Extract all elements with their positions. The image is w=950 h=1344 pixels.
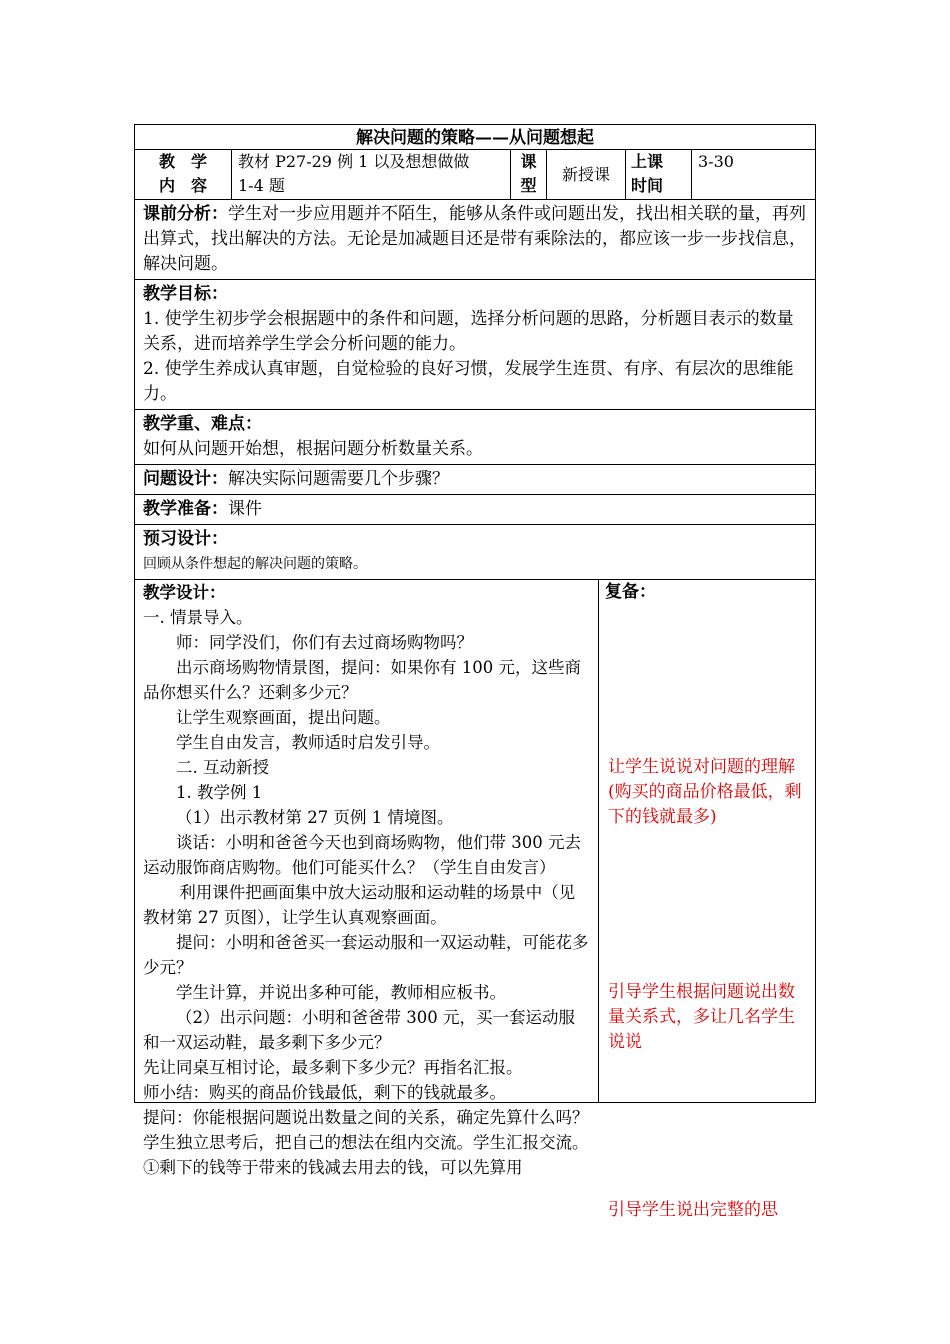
key-points <box>134 410 816 465</box>
lesson-title: 解决问题的策略——从问题想起 <box>134 124 816 150</box>
preparation-text: 课件 <box>228 499 262 519</box>
notes-column <box>599 580 815 1220</box>
design-line: （1）出示教材第 27 页例 1 情境图。 <box>176 808 454 827</box>
preview-label: 预习设计： <box>143 529 228 549</box>
design-line: 让学生观察画面，提出问题。 <box>176 708 391 727</box>
teaching-design-column <box>135 580 599 1177</box>
lesson-info-row <box>134 150 816 200</box>
note-2: 引导学生根据问题说出数量关系式，多让几名学生说说 <box>608 982 795 1052</box>
design-line: ①剩下的钱等于带来的钱减去用去的钱，可以先算用 <box>143 1158 523 1177</box>
preview-design <box>134 525 816 580</box>
design-line: 二. 互动新授 <box>176 758 269 777</box>
note-3: 引导学生说出完整的思 <box>608 1200 778 1220</box>
design-line: 学生计算，并说出多种可能，教师相应板书。 <box>176 983 506 1002</box>
teaching-goals <box>134 280 816 410</box>
question-design-text: 解决实际问题需要几个步骤？ <box>228 469 449 489</box>
preparation-label: 教学准备： <box>143 499 228 519</box>
time-value-cell: 3-30 <box>698 152 734 171</box>
design-line: 师：同学没们，你们有去过商场购物吗？ <box>176 633 473 652</box>
time-label-cell: 上课 时间 <box>626 150 692 199</box>
goal-item-1: 1. 使学生初步学会根据题中的条件和问题，选择分析问题的思路，分析题目表示的数量关系，进而培养学生学会分析问题的能力。 <box>143 309 794 354</box>
preclass-analysis <box>134 200 816 280</box>
design-line: 利用课件把画面集中放大运动服和运动鞋的场景中（见教材第 27 页图），让学生认真观察画面。 <box>143 883 576 927</box>
note-1: 让学生说说对问题的理解(购买的商品价格最低，剩下的钱就最多) <box>608 757 802 827</box>
design-line: 出示商场购物情景图，提问：如果你有 100 元，这些商品你想买什么？还剩多少元？ <box>143 658 581 702</box>
design-line: 1. 教学例 1 <box>176 783 263 802</box>
design-line: 学生自由发言，教师适时启发引导。 <box>176 733 440 752</box>
goal-item-2: 2. 使学生养成认真审题，自觉检验的良好习惯，发展学生连贯、有序、有层次的思维能力。 <box>143 359 794 404</box>
content-label-cell: 教 学 内 容 <box>135 150 232 199</box>
type-label-cell: 课 型 <box>511 150 547 199</box>
type-value-cell: 新授课 <box>547 150 626 199</box>
preview-text: 回顾从条件想起的解决问题的策略。 <box>143 556 367 572</box>
lesson-plan-table <box>134 124 816 1220</box>
preclass-label: 课前分析： <box>143 204 228 224</box>
teaching-preparation <box>134 495 816 525</box>
design-line: 谈话：小明和爸爸今天也到商场购物，他们带 300 元去运动服饰商店购物。他们可能买什么？（学生自由发言） <box>143 833 581 877</box>
question-design-label: 问题设计： <box>143 469 228 489</box>
notes-label: 复备： <box>605 582 656 602</box>
design-line: 提问：小明和爸爸买一套运动服和一双运动鞋，可能花多少元？ <box>143 933 589 977</box>
goals-label: 教学目标： <box>143 284 228 304</box>
preclass-text: 学生对一步应用题并不陌生，能够从条件或问题出发，找出相关联的量，再列出算式，找出解决的方法。无论是加减题目还是带有乘除法的，都应该一步一步找信息，解决问题。 <box>143 204 806 274</box>
design-line: （2）出示问题：小明和爸爸带 300 元，买一套运动服和一双运动鞋，最多剩下多少元？ <box>143 1008 575 1052</box>
question-design <box>134 465 816 495</box>
design-line: 先让同桌互相讨论，最多剩下多少元？再指名汇报。 <box>143 1058 523 1077</box>
keypoints-label: 教学重、难点： <box>143 414 262 434</box>
teaching-design-section <box>134 580 816 1220</box>
keypoints-text: 如何从问题开始想，根据问题分析数量关系。 <box>143 439 483 459</box>
design-line: 提问：你能根据问题说出数量之间的关系，确定先算什么吗？学生独立思考后，把自己的想法在组内交流。学生汇报交流。 <box>143 1108 589 1152</box>
design-label: 教学设计： <box>143 583 226 602</box>
design-line: 师小结：购买的商品价钱最低，剩下的钱就最多。 <box>143 1083 506 1102</box>
design-line: 一. 情景导入。 <box>143 608 253 627</box>
content-value-cell: 教材 P27-29 例 1 以及想想做做 1-4 题 <box>232 150 511 199</box>
